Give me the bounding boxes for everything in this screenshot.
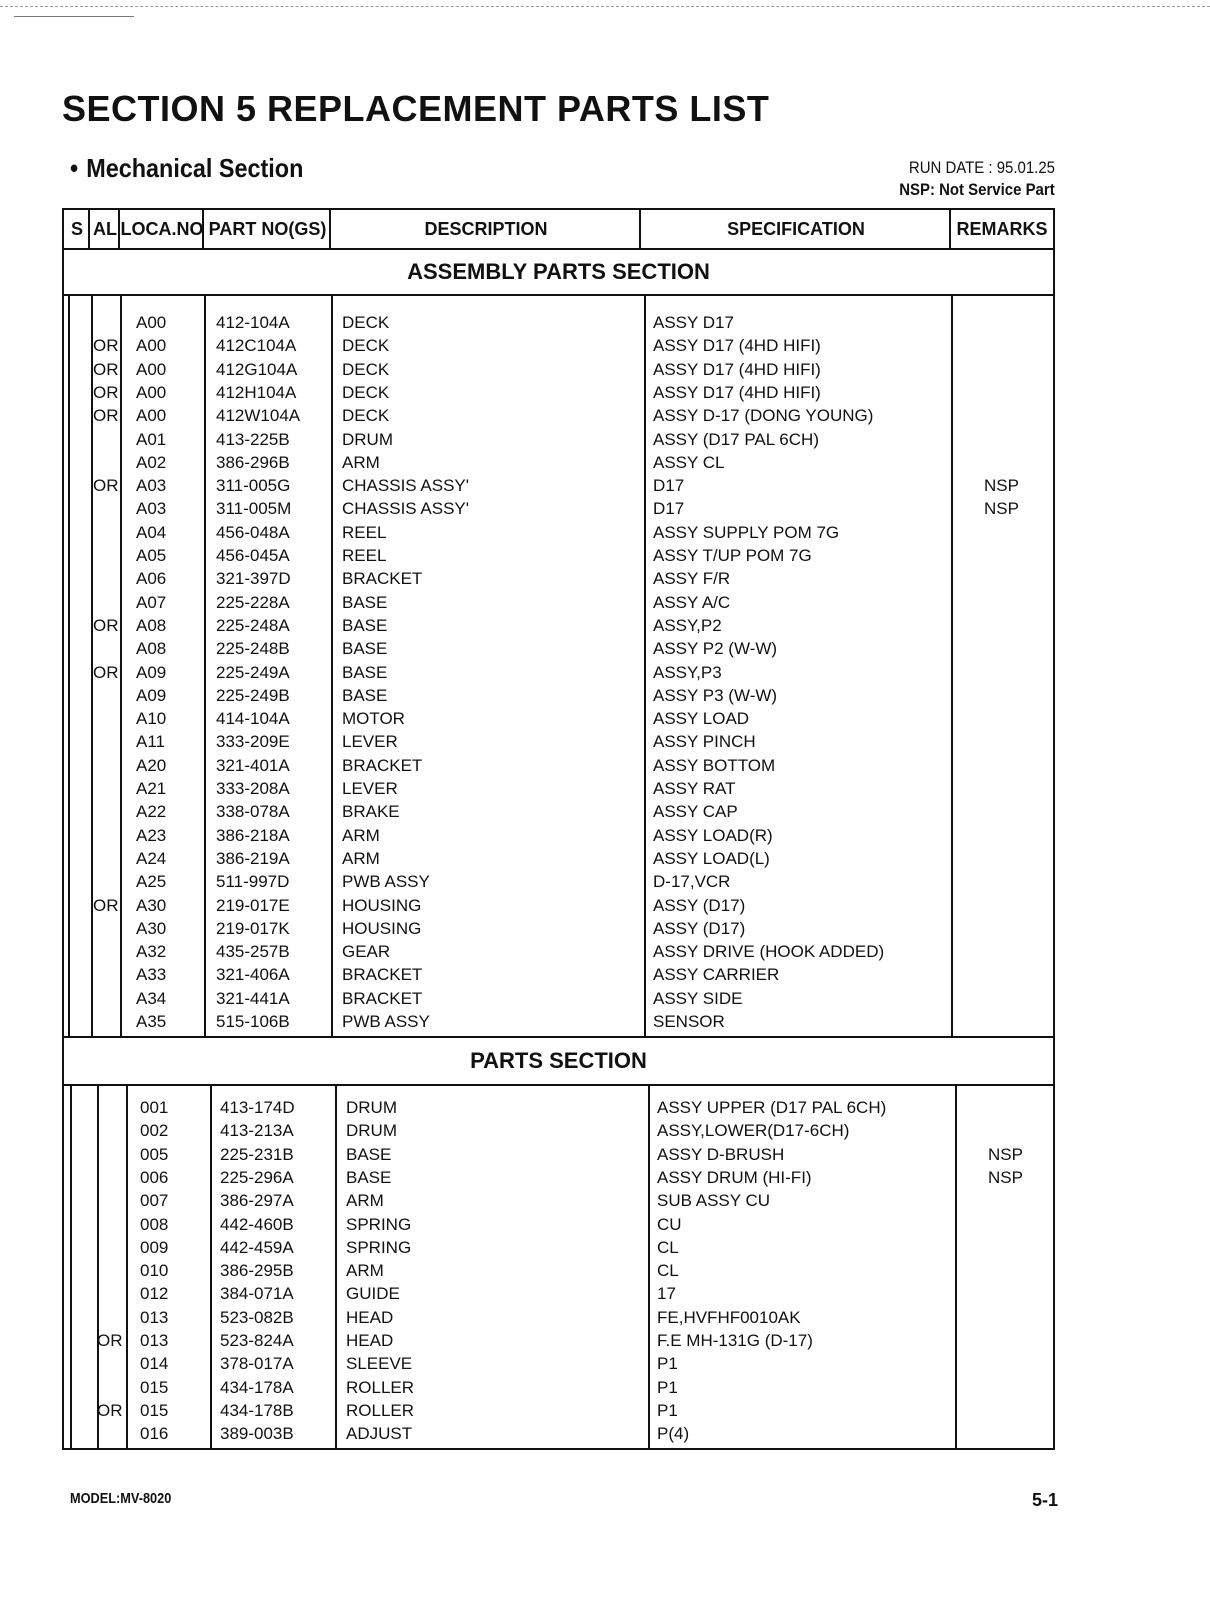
loca-cell: A09: [136, 685, 167, 705]
specification-cell: SENSOR: [653, 1012, 725, 1031]
specification-cell: ASSY DRIVE (HOOK ADDED): [653, 942, 885, 962]
description-cell: ARM: [346, 1261, 384, 1281]
table-row: [68, 1422, 1057, 1445]
specification-cell: D-17,VCR: [653, 872, 731, 892]
loca-cell: 016: [140, 1424, 169, 1444]
part-number-cell: 434-178A: [220, 1377, 294, 1397]
loca-cell: A00: [136, 359, 167, 379]
description-cell: BASE: [342, 615, 388, 635]
specification-cell: ASSY D17 (4HD HIFI): [653, 336, 821, 356]
loca-cell: A09: [136, 662, 167, 682]
page-number: 5-1: [1032, 1490, 1059, 1510]
loca-cell: A21: [136, 779, 167, 798]
loca-cell: 002: [140, 1121, 169, 1141]
description-cell: ARM: [342, 848, 380, 868]
part-number-cell: 413-174D: [220, 1098, 295, 1117]
table-row: [68, 1213, 1057, 1236]
description-cell: ARM: [346, 1191, 384, 1211]
al-cell: OR: [93, 406, 119, 426]
description-cell: BRACKET: [342, 755, 423, 775]
description-cell: DECK: [342, 406, 390, 426]
specification-cell: ASSY LOAD(R): [653, 825, 773, 845]
table-header: [64, 210, 1053, 250]
al-cell: OR: [93, 895, 119, 915]
loca-cell: 015: [140, 1377, 169, 1397]
specification-cell: P1: [657, 1354, 678, 1374]
table-row: [64, 1010, 1053, 1033]
part-number-cell: 225-296A: [220, 1167, 294, 1187]
description-cell: HEAD: [346, 1331, 394, 1350]
specification-cell: ASSY LOAD(L): [653, 848, 770, 868]
table-row: [64, 917, 1053, 940]
table-row: [64, 474, 1053, 497]
description-cell: BRACKET: [342, 965, 423, 985]
specification-cell: D17: [653, 499, 685, 519]
loca-cell: A06: [136, 569, 167, 589]
specification-cell: P1: [657, 1377, 678, 1397]
description-cell: ARM: [342, 452, 380, 472]
description-cell: BASE: [342, 592, 388, 612]
specification-cell: ASSY,LOWER(D17-6CH): [657, 1121, 850, 1141]
loca-cell: A33: [136, 965, 167, 985]
part-number-cell: 414-104A: [216, 709, 290, 729]
specification-cell: SUB ASSY CU: [657, 1191, 771, 1211]
specification-cell: ASSY PINCH: [653, 732, 756, 752]
specification-cell: ASSY UPPER (D17 PAL 6CH): [657, 1098, 887, 1117]
loca-cell: A05: [136, 546, 167, 565]
part-number-cell: 225-228A: [216, 592, 290, 612]
loca-cell: A11: [136, 732, 165, 752]
specification-cell: ASSY SUPPLY POM 7G: [653, 522, 840, 542]
specification-cell: ASSY DRUM (HI-FI): [657, 1167, 812, 1187]
specification-cell: ASSY LOAD: [653, 709, 750, 729]
table-row: [64, 847, 1053, 870]
loca-cell: A03: [136, 476, 167, 496]
part-number-cell: 333-209E: [216, 732, 290, 752]
specification-cell: P1: [657, 1400, 678, 1420]
table-row: [68, 1282, 1057, 1305]
part-number-cell: 219-017K: [216, 918, 290, 938]
loca-cell: 010: [140, 1261, 169, 1281]
description-cell: MOTOR: [342, 709, 405, 729]
part-number-cell: 456-048A: [216, 522, 290, 542]
part-number-cell: 412G104A: [216, 359, 298, 379]
part-number-cell: 386-296B: [216, 452, 290, 472]
al-cell: OR: [93, 476, 119, 496]
loca-cell: 005: [140, 1144, 169, 1164]
description-cell: ROLLER: [346, 1400, 415, 1420]
loca-cell: A02: [136, 452, 167, 472]
loca-cell: 012: [140, 1284, 169, 1304]
table-row: [64, 381, 1053, 404]
specification-cell: ASSY A/C: [653, 592, 731, 612]
description-cell: BASE: [346, 1167, 392, 1187]
description-cell: GEAR: [342, 942, 391, 962]
table-row: [64, 544, 1053, 567]
loca-cell: A08: [136, 615, 167, 635]
part-number-cell: 321-401A: [216, 755, 290, 775]
footer-model: MODEL:MV-8020: [70, 1490, 172, 1507]
specification-cell: ASSY RAT: [653, 779, 736, 798]
top-short-rule: [14, 16, 134, 17]
loca-cell: A00: [136, 406, 167, 426]
table-row: [64, 894, 1053, 917]
col-header-loca: LOCA.NO: [120, 219, 204, 239]
description-cell: REEL: [342, 546, 387, 565]
specification-cell: F.E MH-131G (D-17): [657, 1331, 813, 1350]
description-cell: ARM: [342, 825, 380, 845]
description-cell: CHASSIS ASSY': [342, 476, 470, 496]
loca-cell: 007: [140, 1191, 169, 1211]
specification-cell: ASSY (D17): [653, 895, 746, 915]
part-number-cell: 523-824A: [220, 1331, 294, 1350]
loca-cell: 008: [140, 1214, 169, 1234]
table-row: [68, 1119, 1057, 1142]
part-number-cell: 413-213A: [220, 1121, 294, 1141]
description-cell: BASE: [342, 685, 388, 705]
specification-cell: ASSY BOTTOM: [653, 755, 776, 775]
specification-cell: ASSY D17 (4HD HIFI): [653, 359, 821, 379]
parts-table: [62, 208, 1055, 1450]
description-cell: BRACKET: [342, 988, 423, 1008]
section-subtitle: [70, 153, 303, 184]
loca-cell: A00: [136, 313, 167, 332]
description-cell: PWB ASSY: [342, 872, 430, 892]
part-number-cell: 389-003B: [220, 1424, 294, 1444]
specification-cell: ASSY CL: [653, 452, 725, 472]
part-number-cell: 311-005G: [216, 476, 291, 496]
table-row: [68, 1259, 1057, 1282]
loca-cell: A24: [136, 848, 167, 868]
remarks-cell: NSP: [984, 476, 1019, 496]
description-cell: BASE: [346, 1144, 392, 1164]
loca-cell: A34: [136, 988, 167, 1008]
al-cell: OR: [93, 615, 119, 635]
part-number-cell: 412H104A: [216, 382, 297, 402]
description-cell: PWB ASSY: [342, 1012, 430, 1031]
part-number-cell: 386-295B: [220, 1261, 294, 1281]
description-cell: DECK: [342, 382, 390, 402]
loca-cell: A23: [136, 825, 167, 845]
part-number-cell: 442-459A: [220, 1237, 294, 1257]
part-number-cell: 225-231B: [220, 1144, 294, 1164]
loca-cell: A00: [136, 336, 167, 356]
specification-cell: ASSY (D17 PAL 6CH): [653, 429, 819, 449]
run-date: RUN DATE : 95.01.25: [908, 158, 1055, 177]
table-row: [64, 567, 1053, 590]
table-row: [64, 428, 1053, 451]
description-cell: SPRING: [346, 1237, 412, 1257]
part-number-cell: 219-017E: [216, 895, 290, 915]
part-number-cell: 456-045A: [216, 546, 290, 565]
remarks-cell: NSP: [988, 1167, 1023, 1187]
al-cell: OR: [93, 359, 119, 379]
specification-cell: ASSY D-17 (DONG YOUNG): [653, 406, 874, 426]
description-cell: ROLLER: [346, 1377, 415, 1397]
table-row: [64, 661, 1053, 684]
description-cell: DECK: [342, 336, 390, 356]
part-number-cell: 321-441A: [216, 988, 290, 1008]
description-cell: CHASSIS ASSY': [342, 499, 470, 519]
part-number-cell: 386-219A: [216, 848, 290, 868]
table-row: [64, 497, 1053, 520]
al-cell: OR: [93, 662, 119, 682]
table-row: [64, 870, 1053, 893]
specification-cell: ASSY D17: [653, 313, 734, 332]
table-row: [68, 1189, 1057, 1212]
specification-cell: ASSY D17 (4HD HIFI): [653, 382, 821, 402]
specification-cell: CU: [657, 1214, 682, 1234]
part-number-cell: 442-460B: [220, 1214, 294, 1234]
table-row: [64, 637, 1053, 660]
description-cell: HOUSING: [342, 918, 422, 938]
description-cell: DECK: [342, 313, 390, 332]
description-cell: REEL: [342, 522, 387, 542]
loca-cell: 015: [140, 1400, 169, 1420]
description-cell: LEVER: [342, 732, 398, 752]
description-cell: DRUM: [342, 429, 393, 449]
col-header-s: S: [70, 219, 83, 239]
col-header-part: PART NO(GS): [208, 219, 327, 239]
header-divider: [202, 210, 204, 248]
col-header-description: DESCRIPTION: [424, 219, 548, 239]
description-cell: DRUM: [346, 1098, 397, 1117]
table-row: [68, 1399, 1057, 1422]
description-cell: SLEEVE: [346, 1354, 413, 1374]
table-row: [68, 1329, 1057, 1352]
loca-cell: A03: [136, 499, 167, 519]
part-number-cell: 333-208A: [216, 779, 290, 798]
specification-cell: CL: [657, 1261, 679, 1281]
loca-cell: 009: [140, 1237, 169, 1257]
specification-cell: 17: [657, 1284, 676, 1304]
description-cell: DECK: [342, 359, 390, 379]
table-row: [64, 707, 1053, 730]
loca-cell: A30: [136, 895, 167, 915]
col-header-specification: SPECIFICATION: [727, 219, 865, 239]
al-cell: OR: [93, 382, 119, 402]
specification-cell: P(4): [657, 1424, 690, 1444]
al-cell: OR: [97, 1331, 123, 1350]
col-header-al: AL: [93, 219, 117, 239]
part-number-cell: 321-406A: [216, 965, 290, 985]
specification-cell: ASSY T/UP POM 7G: [653, 546, 812, 565]
specification-cell: ASSY CARRIER: [653, 965, 780, 985]
table-row: [64, 824, 1053, 847]
table-row: [64, 451, 1053, 474]
part-number-cell: 225-248A: [216, 615, 290, 635]
table-row: [68, 1096, 1057, 1119]
table-row: [64, 730, 1053, 753]
description-cell: HEAD: [346, 1307, 394, 1327]
table-row: [68, 1376, 1057, 1399]
part-number-cell: 523-082B: [220, 1307, 294, 1327]
loca-cell: A20: [136, 755, 167, 775]
al-cell: OR: [97, 1400, 123, 1420]
part-number-cell: 412W104A: [216, 406, 301, 426]
specification-cell: ASSY,P2: [653, 615, 722, 635]
header-divider: [639, 210, 641, 248]
specification-cell: ASSY P2 (W-W): [653, 639, 778, 659]
assembly-section-title: ASSEMBLY PARTS SECTION: [64, 248, 1053, 296]
specification-cell: FE,HVFHF0010AK: [657, 1307, 801, 1327]
part-number-cell: 225-249A: [216, 662, 290, 682]
description-cell: BASE: [342, 639, 388, 659]
loca-cell: A25: [136, 872, 167, 892]
part-number-cell: 434-178B: [220, 1400, 294, 1420]
loca-cell: A22: [136, 802, 167, 822]
col-header-remarks: REMARKS: [956, 219, 1048, 239]
loca-cell: A10: [136, 709, 167, 729]
part-number-cell: 386-218A: [216, 825, 290, 845]
table-row: [64, 358, 1053, 381]
part-number-cell: 386-297A: [220, 1191, 294, 1211]
part-number-cell: 384-071A: [220, 1284, 294, 1304]
part-number-cell: 413-225B: [216, 429, 290, 449]
remarks-cell: NSP: [988, 1144, 1023, 1164]
specification-cell: ASSY (D17): [653, 918, 746, 938]
loca-cell: A04: [136, 522, 167, 542]
specification-cell: ASSY,P3: [653, 662, 722, 682]
part-number-cell: 225-248B: [216, 639, 290, 659]
page-title: SECTION 5 REPLACEMENT PARTS LIST: [62, 88, 770, 129]
loca-cell: A00: [136, 382, 167, 402]
header-divider: [949, 210, 951, 248]
table-row: [68, 1143, 1057, 1166]
part-number-cell: 435-257B: [216, 942, 290, 962]
table-row: [68, 1166, 1057, 1189]
specification-cell: ASSY P3 (W-W): [653, 685, 778, 705]
specification-cell: ASSY CAP: [653, 802, 738, 822]
header-divider: [88, 210, 90, 248]
part-number-cell: 511-997D: [216, 872, 290, 892]
part-number-cell: 412C104A: [216, 336, 297, 356]
table-row: [64, 591, 1053, 614]
al-cell: OR: [93, 336, 119, 356]
loca-cell: A07: [136, 592, 167, 612]
description-cell: LEVER: [342, 779, 398, 798]
top-scan-rule: [0, 6, 1210, 7]
description-cell: DRUM: [346, 1121, 397, 1141]
table-row: [64, 404, 1053, 427]
table-row: [64, 334, 1053, 357]
table-row: [68, 1236, 1057, 1259]
table-row: [68, 1306, 1057, 1329]
part-number-cell: 311-005M: [216, 499, 292, 519]
part-number-cell: 225-249B: [216, 685, 290, 705]
loca-cell: A08: [136, 639, 167, 659]
description-cell: BRACKET: [342, 569, 423, 589]
nsp-legend: NSP: Not Service Part: [899, 180, 1055, 199]
table-row: [64, 777, 1053, 800]
specification-cell: ASSY D-BRUSH: [657, 1144, 785, 1164]
description-cell: BASE: [342, 662, 388, 682]
part-number-cell: 515-106B: [216, 1012, 290, 1031]
loca-cell: A35: [136, 1012, 167, 1031]
description-cell: GUIDE: [346, 1284, 400, 1304]
loca-cell: A30: [136, 918, 167, 938]
description-cell: BRAKE: [342, 802, 400, 822]
header-divider: [329, 210, 331, 248]
part-number-cell: 412-104A: [216, 313, 290, 332]
loca-cell: A32: [136, 942, 167, 962]
specification-cell: CL: [657, 1237, 679, 1257]
description-cell: HOUSING: [342, 895, 422, 915]
loca-cell: 013: [140, 1331, 169, 1350]
part-number-cell: 338-078A: [216, 802, 290, 822]
table-row: [64, 963, 1053, 986]
table-row: [64, 311, 1053, 334]
specification-cell: D17: [653, 476, 685, 496]
table-row: [64, 684, 1053, 707]
description-cell: ADJUST: [346, 1424, 413, 1444]
loca-cell: 013: [140, 1307, 169, 1327]
part-number-cell: 378-017A: [220, 1354, 294, 1374]
parts-section-title: PARTS SECTION: [64, 1036, 1053, 1086]
table-row: [64, 987, 1053, 1010]
table-row: [64, 800, 1053, 823]
table-row: [68, 1352, 1057, 1375]
loca-cell: 014: [140, 1354, 169, 1374]
table-row: [64, 521, 1053, 544]
description-cell: SPRING: [346, 1214, 412, 1234]
subtitle-text: Mechanical Section: [86, 153, 304, 183]
header-divider: [118, 210, 120, 248]
table-row: [64, 754, 1053, 777]
loca-cell: 006: [140, 1167, 169, 1187]
specification-cell: ASSY SIDE: [653, 988, 743, 1008]
remarks-cell: NSP: [984, 499, 1019, 519]
part-number-cell: 321-397D: [216, 569, 291, 589]
table-row: [64, 940, 1053, 963]
table-row: [64, 614, 1053, 637]
loca-cell: 001: [140, 1098, 169, 1117]
bullet-icon: •: [70, 153, 79, 183]
loca-cell: A01: [136, 429, 167, 449]
specification-cell: ASSY F/R: [653, 569, 731, 589]
